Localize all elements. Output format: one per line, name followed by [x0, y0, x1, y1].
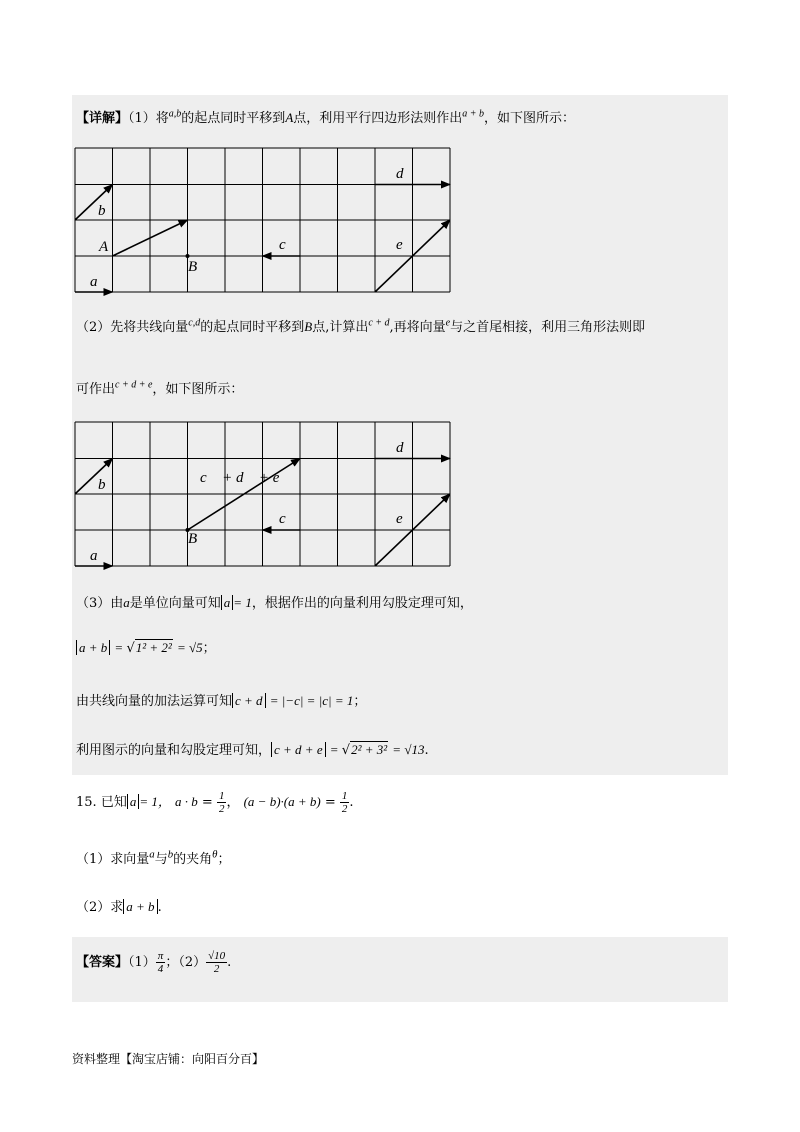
footer-text: 资料整理【淘宝店铺：向阳百分百】 [72, 1052, 265, 1066]
label-sum: c⃗ + d⃗ + e⃗ [200, 470, 292, 486]
label-B: B [188, 259, 198, 275]
label-b: b⃗ [98, 203, 118, 219]
answer-label: 【答案】 [76, 955, 129, 970]
detail-label: 【详解】 [76, 111, 129, 126]
vector-diagram-2 [72, 419, 456, 571]
point-B [186, 254, 190, 258]
label-B: B [188, 531, 198, 547]
label-e: e⃗ [396, 511, 415, 527]
vars-ab: a,b [168, 108, 182, 120]
label-a: a⃗ [90, 274, 110, 290]
label-c: c⃗ [279, 511, 298, 527]
label-c: c⃗ [279, 237, 298, 253]
label-d: d⃗ [396, 440, 416, 456]
label-A: A [99, 239, 109, 255]
question-1: （1）求向量$^a$与$^b$的夹角$^\theta$； [76, 848, 231, 867]
question-2: （2）求 a + b . [76, 899, 162, 915]
problem-15: 15. 已知 a = 1， a · b = $\frac{1}{2}$ ， (a − b)·(a + b) = $\frac{1}{2}$ . [76, 790, 354, 815]
detail-para-2: （2）先将共线向量$^{c,d}$的起点同时平移到B点,计算出$^{c + d}$,再将向量$^e$与之首尾相接，利用三角形法则即 [76, 317, 646, 335]
label-a: a⃗ [90, 548, 110, 564]
grid [75, 422, 450, 566]
label-d: d⃗ [396, 166, 416, 182]
formula-1: a + b = √1² + 2² = √5； [76, 637, 216, 656]
label-b: b⃗ [98, 477, 118, 493]
sum-ab: a + b [462, 108, 485, 120]
vector-diagram-1 [72, 145, 456, 297]
grid [75, 148, 450, 292]
formula-2: 由共线向量的加法运算可知 c + d = |−c| = |c| = 1； [76, 693, 367, 709]
detail-para-2-cont: 可作出$^{c + d + e}$，如下图所示： [76, 379, 244, 397]
formula-3: 利用图示的向量和勾股定理可知， c + d + e = √2² + 3² = √13. [76, 742, 429, 758]
answer-line: 【答案】（1） $\frac{\pi}{4}$ ；（2） $\frac{√10}{2}$ . [76, 950, 232, 975]
detail-para-3: （3）由a是单位向量可知 a = 1，根据作出的向量利用勾股定理可知， [76, 595, 473, 611]
problem-number: 15. [76, 795, 97, 810]
label-e: e⃗ [396, 237, 415, 253]
detail-para-1: 【详解】（1）将$^{a,b}$的起点同时平移到A点，利用平行四边形法则作出$^{a + b}$，如下图所示： [76, 108, 576, 126]
